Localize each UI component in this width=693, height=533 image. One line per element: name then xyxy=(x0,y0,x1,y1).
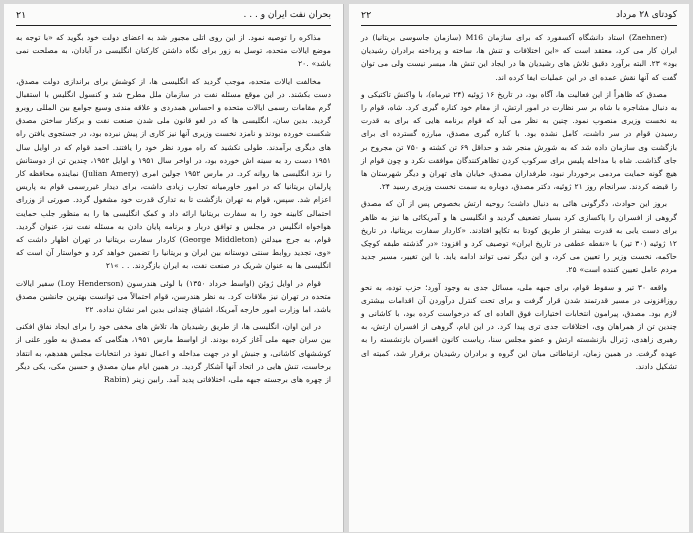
left-paragraph: در این اوان، انگلیسی ها، از طریق رشیدیان ها، تلاش های مخفی خود را برای ایجاد نفاق افکنی بین سران جبهه ملی آغاز کرده بودند. از اواسط مارس ۱۹۵۱، هنگامی که مصدق به طور علنی از کوششهای کاشانی، و جنبش او در جهت مداخله و اعمال نفوذ در انتخابات مجلس هفدهم، به انتقاد برخاست، تنش هایی در اتحاد آنها آشکار گردید. در همین ایام میان مصدق و حسین مکی، یکی دیگر از چهره های برجسته جبهه ملی، اختلافاتی پدید آمد. رابین زینر (Rabin xyxy=(16,322,332,385)
left-paragraph: قوام در اوایل ژوئن (اواسط خرداد ۱۳۵۰) با لوئی هندرسون (Loy Henderson) سفیر ایالات متحده در تهران نیز ملاقات کرد. به نظر هندرسن، قوام احتمالاً می توانست بهترین جانشین مصدق باشد، اما وزارت امور خارجه آمریکا، اشتیاق چندانی بدین امر نشان نداده. ۲۲ xyxy=(16,278,331,315)
left-paragraph: مذاکره را توصیه نمود. از این روی اتلی مجبور شد به اعضای دولت خود بگوید که «با توجه به موضع ایالات متحده، توسل به زور برای نگاه داشتن کارکنان انگلیسی در آبادان، به مصلحت نمی باشد» .۲۰ xyxy=(16,33,331,69)
right-running-title: کودتای ۲۸ مرداد xyxy=(616,10,677,20)
right-page-header xyxy=(361,10,677,24)
left-header-rule xyxy=(16,25,331,26)
left-paragraph: مخالفت ایالات متحده، موجب گردید که انگلیسی ها، از کوشش برای براندازی دولت مصدق، دست بکشند. در این موقع مسئله نفت در سازمان ملل مطرح شد و کنسول انگلیس با استقبال گرم مقامات رسمی ایالات متحده و احساس همدردی و علاقه مندی وسیع جوامع بین المللی روبرو گردید. بدین سان، انگلیسی ها که در لغو قانون ملی شدن صنعت نفت و برکنار ساختن مصدق شکست خورده بودند و نامزد نخست وزیری آنها نیز کاری از پیش نبرده بود، در جستجوی یافتن راه های دیگری برآمدند. طولی نکشید که راه مورد نظر خود را یافتند. احمد قوام که در اوایل سال ۱۹۵۱ دست رد به سینه اش خورده بود، در اواخر سال ۱۹۵۱ و اوایل ۱۹۵۲، چندین تن از دوستانش را نزد انگلیسی ها روانه کرد. در مارس ۱۹۵۲ جولین امری (Julian Amery) نماینده محافظه کار پارلمان بریتانیا که در امور خاورمیانه تجارب زیادی داشت، برای دیدار غیررسمی قوام به پاریس اعزام شد. سپس، قوام به تهران بازگشت تا به تدارک قدرت خود مشغول گردد. صورتی از وزرای احتمالی کابینه خود را به سفارت بریتانیا ارائه داد و کمک انگلیسی ها را به منظور جلب حمایت هواخواه انگلیس در مجلس و توافق دربار و برنامه پایان دادن به مسئله نفت نیز، عنوان گردید. قوام، به جرج میدلتن (George Middleton) کاردار سفارت بریتانیا در تهران اظهار داشت که «وی، تجدید روابط سنتی دوستانه بین ایران و بریتانیا را تضمین خواهد کرد و خواستار آن است که انگلیسی ها به عنوان شریک در صنعت نفت، به ایران بازگردند. . . »۲۱ xyxy=(16,76,331,271)
left-running-title: بحران نفت ایران و . . . xyxy=(243,10,331,20)
left-page-number: ۲۱ xyxy=(16,10,27,21)
left-page-body xyxy=(16,31,331,390)
right-paragraph: بروز این حوادث، دگرگونی هائی به دنبال داشت؛ روحیه ارتش بخصوص پس از آن که مصدق گروهی از افسران را پاکسازی کرد بسیار تضعیف گردید و انگلیسی ها و آمریکائی ها نیز به ظاهر برای دست یابی به قدرت بیشتر از طریق کودتا به تکاپو افتادند. «کاردار سفارت بریتانیا، در تاریخ ۱۲ ژوئیه (۳۰ تیر) با «نقطه عطفی در تاریخ ایران» توصیف کرد و افزود: «در گذشته طبقه کوچک حاکمه، نخست وزیر را تعیین می کرد، و این دیگر نمی تواند ادامه یابد. با این تغییر، مسیر جدید مردم عامل تعیین کننده است» ۲۵. xyxy=(361,199,677,275)
right-paragraph: (Zaehner) استاد دانشگاه آکسفورد که برای سازمان M16 (سازمان جاسوسی بریتانیا) در ایران کار می کرد، معتقد است که «این اختلافات و تنش ها، ساخته و پرداخته برادران رشیدیان بود» ۲۳. البته برآورد دقیق تلاش های رشیدیان ها در ایجاد این تنش ها، میسر نیست ولی می توان گفت که آنها نقش عمده ای در این عملیات ایفا کرده اند. xyxy=(361,33,677,82)
right-page-number: ۲۲ xyxy=(361,10,372,21)
right-header-rule xyxy=(361,25,677,26)
left-page-header xyxy=(16,10,331,24)
left-page xyxy=(4,4,344,532)
right-page-body xyxy=(361,31,677,377)
right-paragraph: واقعه ۳۰ تیر و سقوط قوام، برای جبهه ملی، مسائل جدی به وجود آورد؛ حزب توده، به نحو روزافزونی در مسیر قدرتمند شدن قرار گرفت و برای تحت کنترل درآوردن آن اقدامات بیشتری لازم بود. مصدق، پیرامون انتخابات اختیارات فوق العاده ای که درخواست کرده بود، با کاشانی و چندین تن از همراهان وی، اختلافات جدی تری پیدا کرد. در این ایام، گروهی از افسران ارتش، به رهبری زاهدی، ژنرال بازنشسته ارتش و عضو مجلس سنا، ریاست کانون افسران بازنشسته را به عهده گرفت. در همین زمان، ارتباطاتی میان این گروه و برادران رشیدیان برقرار شد، کمیته ای تشکیل دادند. xyxy=(361,282,677,371)
right-paragraph: مصدق که ظاهراً از این فعالیت ها، آگاه بود، در تاریخ ۱۶ ژوئیه (۲۴ تیرماه)، با واکنش تاکتیکی و به دنبال مشاجره با شاه بر سر نظارت در امور ارتش، از مقام خود کناره گیری کرد. شاه، قوام را به نخست وزیری منصوب نمود. چنین به نظر می آید که قوام برنامه هایی که برای به قدرت رسیدن قوام در سر داشت، کامل نشده بود. با کناره گیری مصدق، مبارزه گسترده ای برای بازگشت وی سازمان داده شد که به شورش منجر شد و حداقل ۶۹ تن کشته و ۷۵۰ تن مجروح بر جای گذاشت. شاه با مداخله پلیس برای سرکوب کردن تظاهرکنندگان موافقت نکرد و چون قوام از هیچ گونه حمایت مردمی برخوردار نبود، طرفداران مصدق، خیابان های تهران و دیگر شهرستان ها را قبضه کردند. سرانجام روز ۲۱ ژوئیه، دکتر مصدق، دوباره به سمت نخست وزیری رسید ۲۴. xyxy=(361,89,678,192)
right-page xyxy=(349,4,689,532)
